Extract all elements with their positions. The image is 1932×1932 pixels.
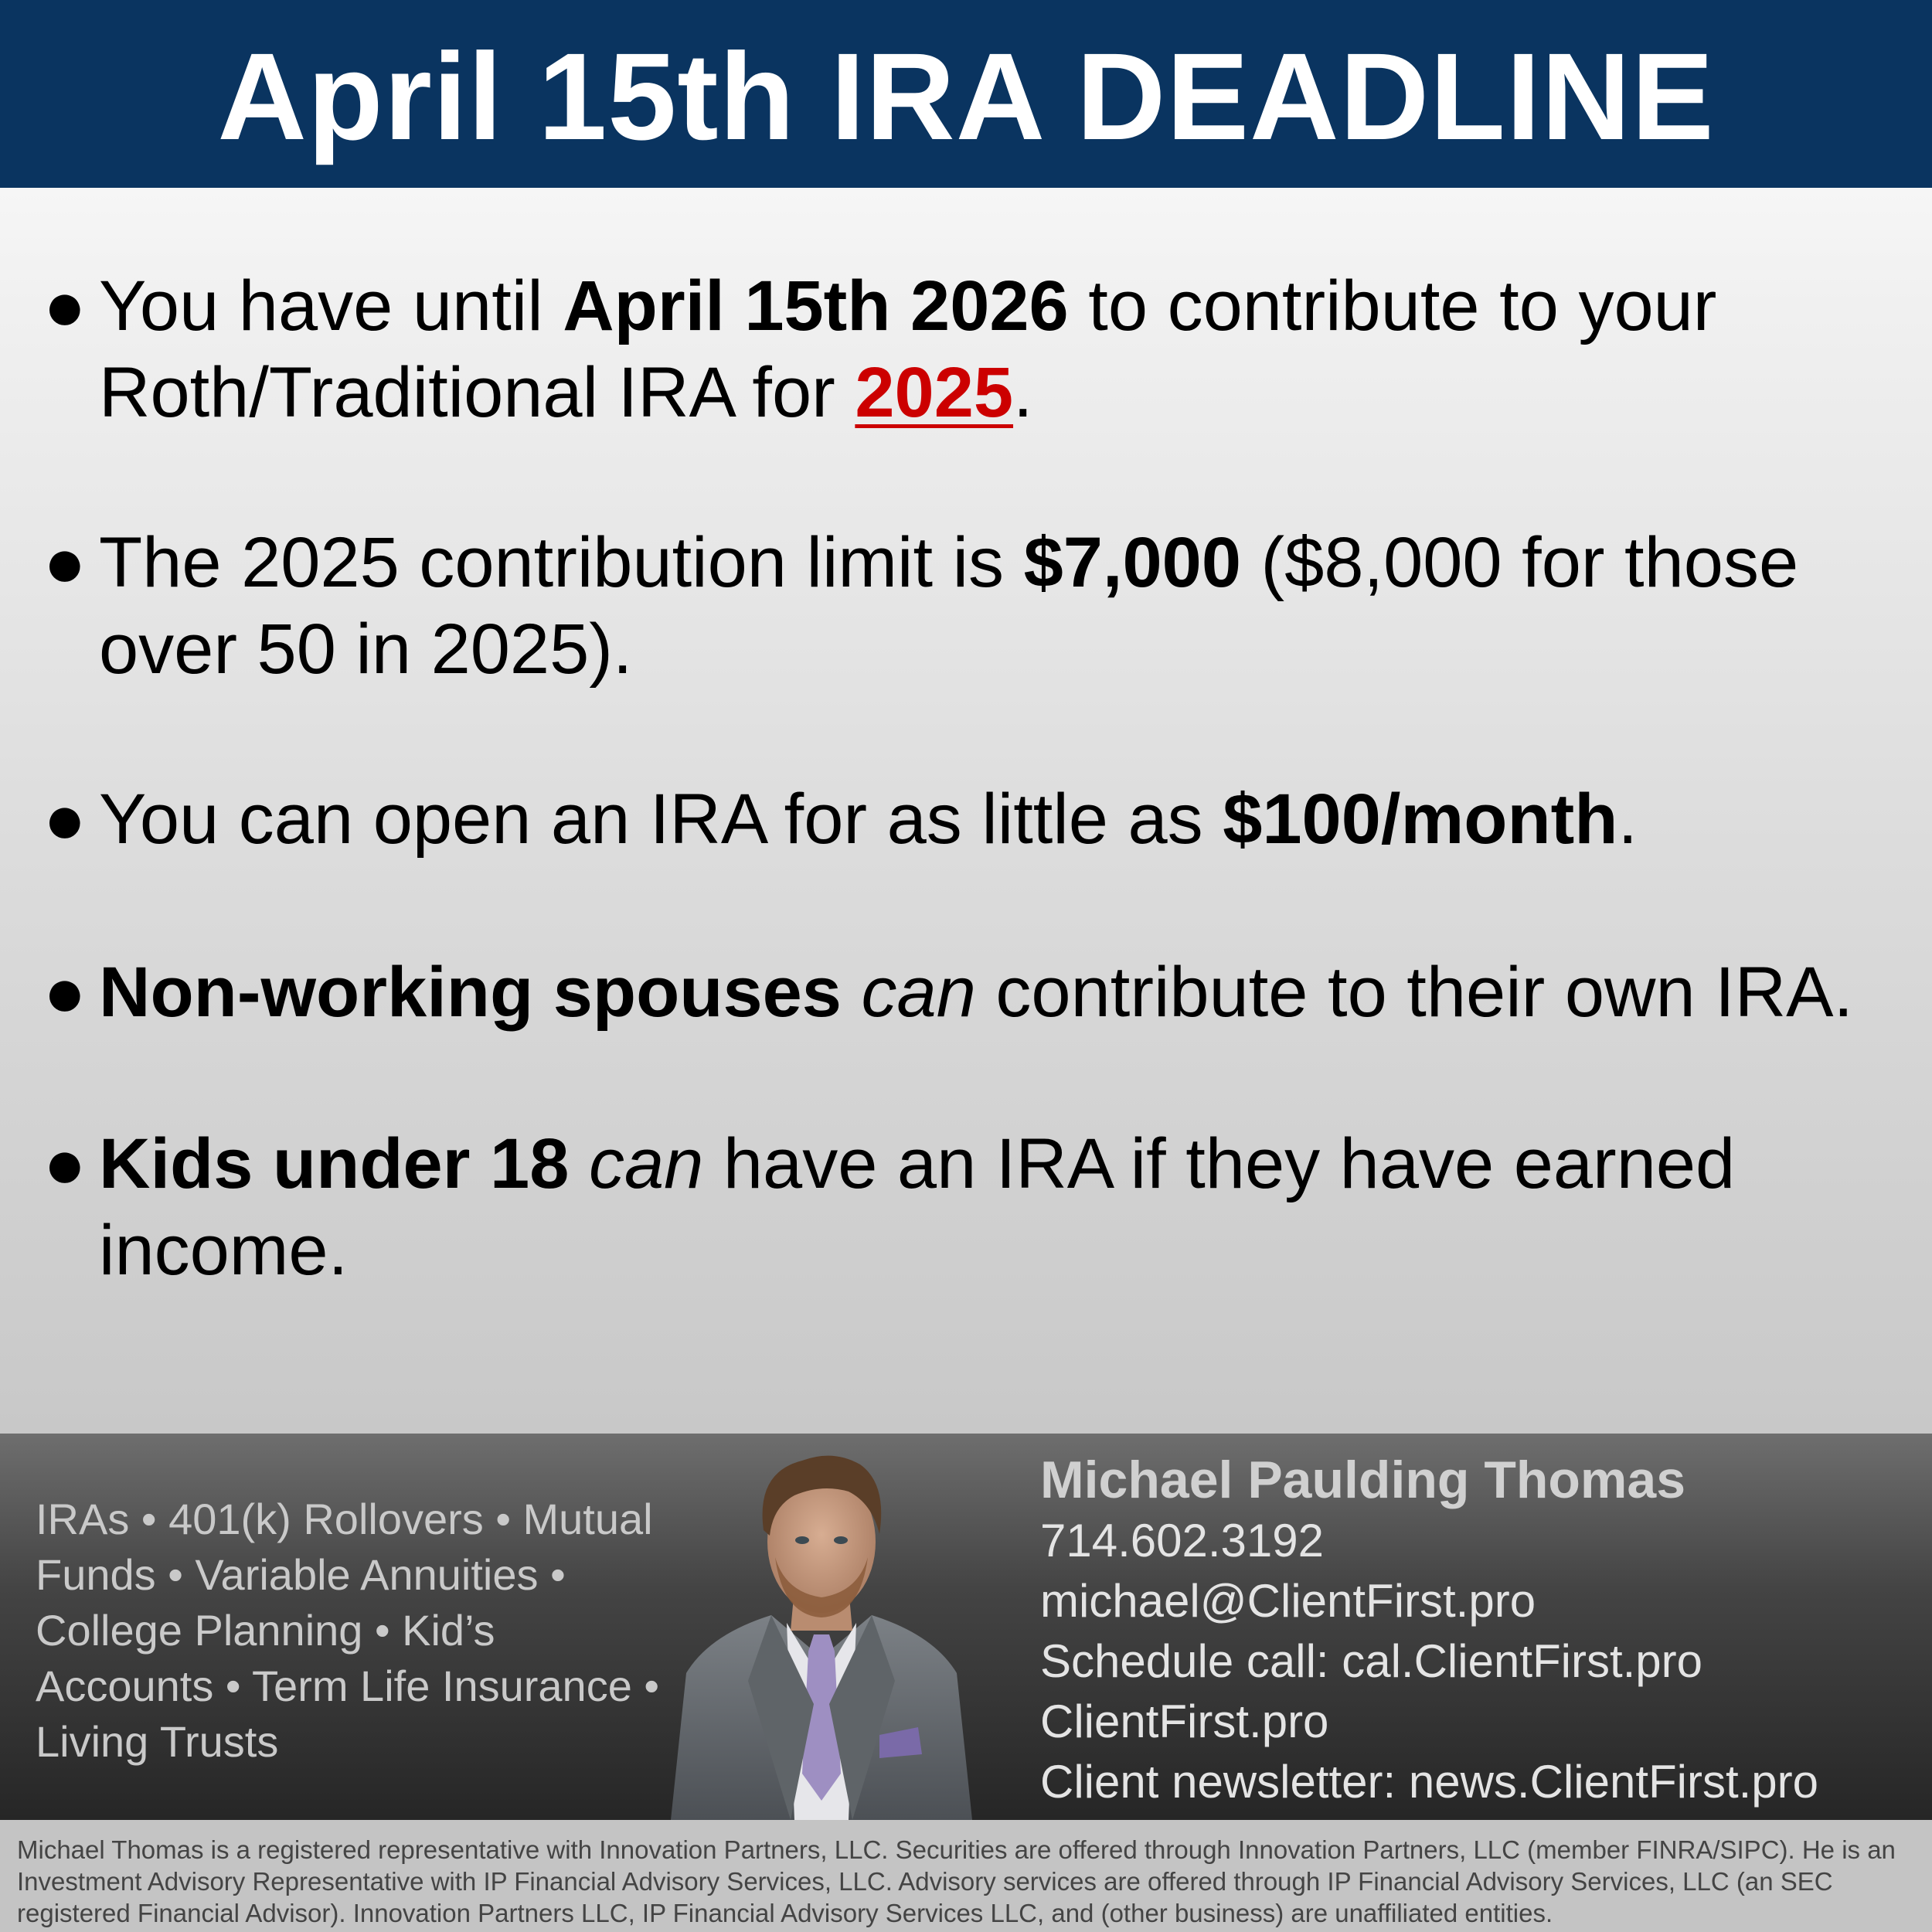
bullet-dot-icon: ● — [43, 523, 87, 602]
legal-disclaimer: Michael Thomas is a registered representative with Innovation Partners, LLC. Securities are offered through Innovation Partners, LLC (member FINRA/SIPC). He is an Investment Advisory Representative with IP Financial Advisory Services, LLC. Advisory services are offered through IP Financial Advisory Services, LLC (an SEC registered Financial Advisor). Innovation Partners LLC, IP Financial Advisory Services LLC, and (other business) are unaffiliated entities. — [0, 1820, 1932, 1932]
bullet-dot-icon: ● — [43, 953, 87, 1032]
advisor-portrait — [655, 1449, 988, 1820]
contact-block — [1040, 1449, 1929, 1812]
footer-panel — [0, 1434, 1932, 1820]
bullet-emphasis: April 15th 2026 — [563, 267, 1069, 345]
bullet-text: ($8,000 for those over 50 in 2025). — [99, 523, 1799, 689]
bullet-text: have an IRA if they have earned income. — [99, 1124, 1736, 1290]
bullet-deadline — [43, 263, 1907, 436]
website-link[interactable]: ClientFirst.pro — [1040, 1696, 1329, 1747]
bullet-text: contribute to their own IRA. — [975, 953, 1854, 1032]
bullet-italic: can — [861, 953, 976, 1032]
advisor-name: Michael Paulding Thomas — [1040, 1451, 1686, 1509]
bullet-italic: can — [588, 1124, 704, 1203]
bullet-emphasis: $7,000 — [1023, 523, 1241, 602]
bullet-text: . — [1617, 780, 1638, 859]
bullet-text: You have until — [99, 267, 563, 345]
services-list: IRAs • 401(k) Rollovers • Mutual Funds • Variable Annuities • College Planning • Kid’s Accounts • Term Life Insurance • Living Trusts — [36, 1495, 659, 1766]
bullet-emphasis: Non-working spouses — [99, 953, 842, 1032]
bullet-text: to contribute to your Roth/Traditional IRA for — [99, 267, 1717, 432]
highlight-year: 2025 — [855, 353, 1014, 432]
bullet-text: The 2025 contribution limit is — [99, 523, 1024, 602]
bullet-text: You can open an IRA for as little as — [99, 780, 1223, 859]
email-address[interactable]: michael@ClientFirst.pro — [1040, 1575, 1536, 1627]
page-title: April 15th IRA DEADLINE — [217, 27, 1715, 165]
bullet-dot-icon: ● — [43, 780, 87, 859]
bullet-emphasis: $100/month — [1223, 780, 1618, 859]
bullet-spouses — [43, 949, 1907, 1036]
bullet-dot-icon: ● — [43, 1124, 87, 1203]
bullet-text: . — [1013, 353, 1033, 432]
bullet-emphasis: Kids under 18 — [99, 1124, 570, 1203]
bullet-contribution-limit — [43, 519, 1907, 692]
bullet-kids — [43, 1121, 1907, 1294]
bullet-dot-icon: ● — [43, 267, 87, 345]
schedule-call-link[interactable]: Schedule call: cal.ClientFirst.pro — [1040, 1635, 1703, 1687]
phone-number[interactable]: 714.602.3192 — [1040, 1515, 1325, 1566]
bullet-minimum — [43, 776, 1907, 862]
newsletter-link[interactable]: Client newsletter: news.ClientFirst.pro — [1040, 1756, 1819, 1808]
